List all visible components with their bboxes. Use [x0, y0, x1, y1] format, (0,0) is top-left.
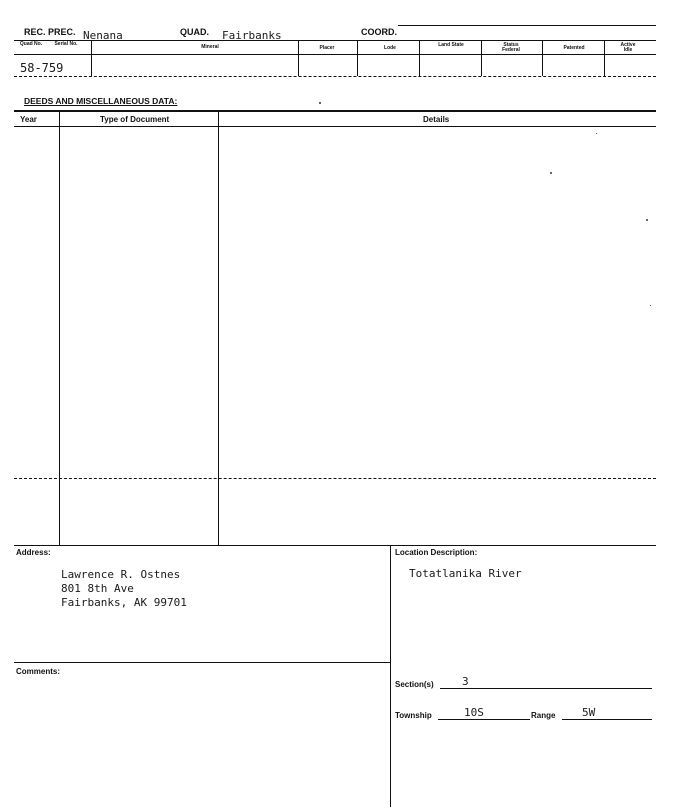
- address-line-1: Lawrence R. Ostnes: [61, 568, 181, 581]
- speck: [650, 305, 651, 306]
- township-underline: [438, 719, 530, 720]
- claim-divider-3: [357, 40, 358, 76]
- deeds-divider-year: [59, 110, 60, 546]
- col-placer: Placer: [319, 45, 335, 51]
- header-base-line: [14, 40, 656, 41]
- deeds-bottom-line: [14, 545, 656, 546]
- col-mineral: Mineral: [201, 44, 219, 50]
- claim-divider-7: [604, 40, 605, 76]
- coord-label: COORD.: [361, 27, 397, 37]
- section-value: 3: [462, 675, 469, 688]
- speck: [550, 172, 552, 174]
- section-underline: [440, 688, 652, 689]
- comments-top-line: [14, 662, 390, 663]
- claim-divider-1: [91, 40, 92, 76]
- township-value: 10S: [464, 706, 484, 719]
- col-status-federal: Status Federal: [502, 42, 520, 53]
- quad-value: Fairbanks: [222, 29, 282, 42]
- quad-label: QUAD.: [180, 27, 209, 37]
- lower-divider: [390, 545, 391, 807]
- col-type-of-document: Type of Document: [100, 115, 170, 124]
- address-line-3: Fairbanks, AK 99701: [61, 596, 187, 609]
- claim-divider-6: [542, 40, 543, 76]
- speck: [596, 133, 597, 134]
- col-lode: Lode: [384, 45, 396, 51]
- township-label: Township: [395, 711, 432, 720]
- quad-no-value: 58-759: [20, 61, 64, 75]
- deeds-header-line: [14, 126, 656, 127]
- rec-prec-label: REC. PREC.: [24, 27, 76, 37]
- claim-header-line: [14, 54, 656, 55]
- rec-prec-value: Nenana: [83, 29, 123, 42]
- col-serial-no: Serial No.: [54, 41, 78, 47]
- section-label: Section(s): [395, 680, 434, 689]
- col-land-state: Land State: [438, 42, 464, 48]
- address-label: Address:: [16, 548, 51, 557]
- col-details: Details: [423, 115, 450, 124]
- col-patented: Patented: [563, 45, 585, 51]
- location-label: Location Description:: [395, 548, 478, 557]
- comments-label: Comments:: [16, 667, 61, 676]
- speck: [646, 219, 648, 221]
- deeds-top-line: [14, 110, 656, 112]
- claim-divider-4: [419, 40, 420, 76]
- speck: [319, 102, 321, 104]
- col-quad-no: Quad No.: [19, 41, 43, 47]
- claim-divider-2: [298, 40, 299, 76]
- address-line-2: 801 8th Ave: [61, 582, 134, 595]
- deeds-divider-type: [218, 110, 219, 546]
- claim-row-line: [14, 76, 656, 77]
- claim-divider-5: [481, 40, 482, 76]
- col-active-idle: Active Idle: [620, 42, 636, 53]
- deeds-title: DEEDS AND MISCELLANEOUS DATA:: [24, 96, 178, 106]
- deeds-dashed-line: [14, 478, 656, 479]
- range-label: Range: [531, 711, 556, 720]
- range-underline: [562, 719, 652, 720]
- location-value: Totatlanika River: [409, 567, 522, 580]
- range-value: 5W: [582, 706, 596, 719]
- header-top-line: [398, 25, 656, 26]
- col-year: Year: [20, 115, 37, 124]
